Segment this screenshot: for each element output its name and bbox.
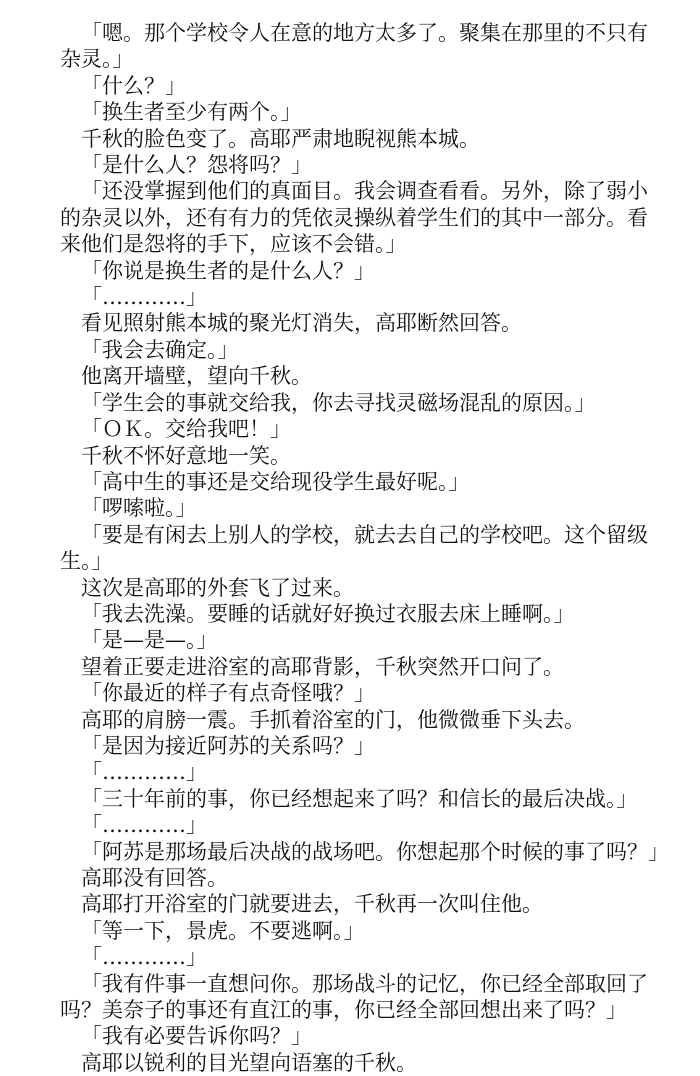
paragraph: 千秋的脸色变了。高耶严肃地睨视熊本城。: [81, 126, 480, 151]
paragraph: 「我会去确定。」: [81, 337, 239, 362]
paragraph: 「…………」: [81, 813, 207, 838]
paragraph: 「三十年前的事，你已经想起来了吗？和信长的最后决战。」: [81, 786, 638, 811]
paragraph: 「换生者至少有两个。」: [81, 100, 302, 125]
paragraph: 「阿苏是那场最后决战的战场吧。你想起那个时候的事了吗？」: [81, 839, 669, 864]
paragraph: 「啰嗦啦。」: [81, 496, 197, 521]
paragraph: 「嗯。那个学校令人在意的地方太多了。聚集在那里的不只有杂灵。」: [60, 21, 648, 72]
paragraph: 「要是有闲去上别人的学校，就去去自己的学校吧。这个留级生。」: [60, 522, 648, 574]
paragraph: 「我去洗澡。要睡的话就好好换过衣服去床上睡啊。」: [81, 601, 575, 626]
paragraph: 「我有件事一直想问你。那场战斗的记忆，你已经全部取回了吗？美奈子的事还有直江的事，你已经全部回想出来了吗？」: [60, 971, 648, 1023]
paragraph: 「学生会的事就交给我，你去寻找灵磁场混乱的原因。」: [81, 390, 596, 415]
paragraph: 高耶的肩膀一震。手抓着浴室的门，他微微垂下头去。: [81, 707, 585, 732]
paragraph: 「你最近的样子有点奇怪哦？」: [81, 681, 375, 706]
paragraph: 「我有必要告诉你吗？」: [81, 1024, 312, 1049]
paragraph: 他离开墙壁，望向千秋。: [81, 364, 312, 389]
paragraph: 「等一下，景虎。不要逃啊。」: [81, 918, 365, 943]
paragraph: 这次是高耶的外套飞了过来。: [81, 575, 354, 600]
paragraph: 高耶以锐利的目光望向语塞的千秋。: [81, 1050, 417, 1075]
paragraph: 「是什么人？怨将吗？」: [81, 153, 312, 178]
paragraph: 「高中生的事还是交给现役学生最好呢。」: [81, 469, 470, 494]
paragraph: 「ＯＫ。交给我吧！」: [81, 417, 291, 442]
paragraph: 高耶没有回答。: [81, 866, 228, 890]
paragraph: 千秋不怀好意地一笑。: [81, 443, 291, 468]
paragraph: 「是因为接近阿苏的关系吗？」: [81, 733, 375, 758]
paragraph: 「什么？」: [81, 73, 186, 98]
paragraph: 「…………」: [81, 285, 207, 310]
paragraph: 「你说是换生者的是什么人？」: [81, 258, 375, 283]
paragraph: 望着正要走进浴室的高耶背影，千秋突然开口问了。: [81, 654, 564, 679]
paragraph: 看见照射熊本城的聚光灯消失，高耶断然回答。: [81, 311, 522, 336]
paragraph: 「…………」: [81, 945, 207, 970]
paragraph: 「是—是—。」: [81, 628, 218, 653]
paragraph: 「还没掌握到他们的真面目。我会调查看看。另外，除了弱小的杂灵以外，还有有力的凭依灵操纵着学生们的其中一部分。看来他们是怨将的手下，应该不会错。」: [60, 179, 648, 257]
paragraph: 高耶打开浴室的门就要进去，千秋再一次叫住他。: [81, 892, 543, 917]
paragraph: 「…………」: [81, 760, 207, 785]
